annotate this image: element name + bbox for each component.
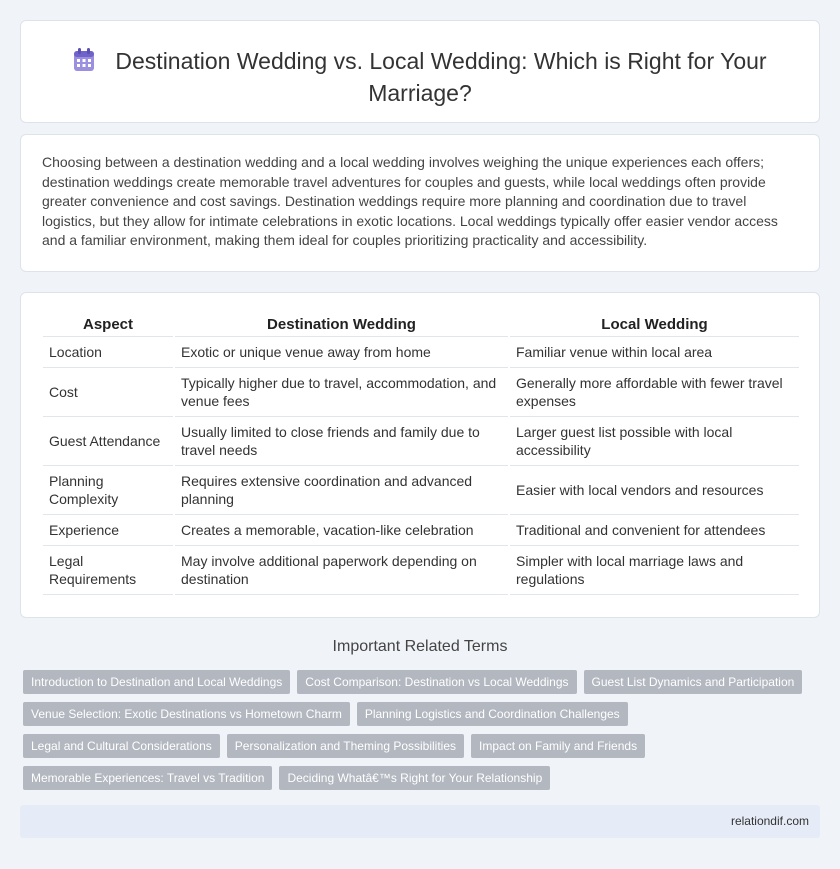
table-cell-aspect: Cost [43,368,173,417]
table-row [43,417,799,466]
term-row [23,670,823,694]
term-tag[interactable]: Introduction to Destination and Local Weddings [23,670,290,694]
table-cell-aspect: Location [43,337,173,368]
term-tag[interactable]: Planning Logistics and Coordination Challenges [357,702,628,726]
term-tag[interactable]: Legal and Cultural Considerations [23,734,220,758]
title-wrap [41,45,799,109]
header-card [20,20,820,123]
related-terms-title: Important Related Terms [332,638,508,655]
calendar-icon [73,48,95,72]
table-cell-local: Larger guest list possible with local accessibility [510,417,799,466]
intro-card [20,134,820,272]
intro-paragraph: Choosing between a destination wedding and a local wedding involves weighing the unique experiences each offers; destination weddings create memorable travel adventures for couples and guests, while local weddings often provide greater convenience and cost savings. Destination weddings require more planning and coordination due to travel logistics, but they allow for intimate celebrations in exotic locations. Local weddings typically offer easier vendor access and a familiar environment, making them ideal for couples prioritizing practicality and accessibility. [42,154,778,249]
footer [20,805,820,838]
term-tag[interactable]: Deciding Whatâ€™s Right for Your Relationship [279,766,550,790]
term-tag[interactable]: Personalization and Theming Possibilities [227,734,464,758]
table-cell-aspect: Experience [43,515,173,546]
table-cell-local: Traditional and convenient for attendees [510,515,799,546]
table-cell-destination: Typically higher due to travel, accommodation, and venue fees [175,368,508,417]
table-cell-destination: Creates a memorable, vacation-like celebration [175,515,508,546]
page-title [41,45,799,109]
table-cell-local: Familiar venue within local area [510,337,799,368]
table-cell-destination: May involve additional paperwork depending on destination [175,546,508,595]
term-tag[interactable]: Venue Selection: Exotic Destinations vs Hometown Charm [23,702,350,726]
header-local: Local Wedding [510,309,799,337]
term-tag[interactable]: Impact on Family and Friends [471,734,645,758]
table-cell-aspect: Guest Attendance [43,417,173,466]
header-destination: Destination Wedding [175,309,508,337]
related-terms [23,670,823,798]
table-cell-local: Generally more affordable with fewer travel expenses [510,368,799,417]
table-row [43,368,799,417]
term-tag[interactable]: Memorable Experiences: Travel vs Tradition [23,766,272,790]
table-row [43,466,799,515]
table-cell-destination: Exotic or unique venue away from home [175,337,508,368]
table-cell-aspect: Planning Complexity [43,466,173,515]
term-tag[interactable]: Guest List Dynamics and Participation [584,670,803,694]
table-cell-destination: Usually limited to close friends and family due to travel needs [175,417,508,466]
term-tag[interactable]: Cost Comparison: Destination vs Local Weddings [297,670,576,694]
table-row [43,546,799,595]
table-row [43,515,799,546]
term-row [23,766,823,790]
table-cell-destination: Requires extensive coordination and advanced planning [175,466,508,515]
table-header-row [43,309,799,337]
term-row [23,734,823,758]
table-cell-local: Simpler with local marriage laws and regulations [510,546,799,595]
comparison-table [41,309,801,595]
term-row [23,702,823,726]
header-aspect: Aspect [43,309,173,337]
footer-site-link[interactable]: relationdif.com [730,814,809,828]
comparison-card [20,292,820,618]
table-cell-aspect: Legal Requirements [43,546,173,595]
page-title-text: Destination Wedding vs. Local Wedding: Which is Right for Your Marriage? [115,48,767,106]
table-row [43,337,799,368]
table-cell-local: Easier with local vendors and resources [510,466,799,515]
